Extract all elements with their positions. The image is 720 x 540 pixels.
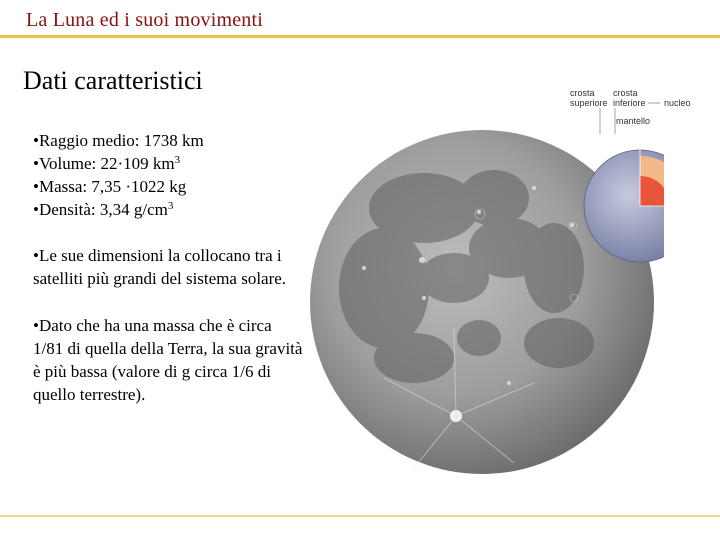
label-crosta-inferiore-1: crosta (613, 88, 638, 98)
bullet-massa: •Massa: 7,35 ·1022 kg (33, 177, 187, 196)
label-crosta-superiore-2: superiore (570, 98, 608, 108)
slide-title: La Luna ed i suoi movimenti (26, 9, 264, 31)
header-divider (0, 35, 720, 38)
bullet-gravita: •Dato che ha una massa che è circa 1/81 di quella della Terra, la sua gravità è più bassa (valore di g circa 1/6 di quello terrestre). (33, 316, 303, 404)
structure-labels (560, 84, 720, 134)
label-crosta-inferiore-2: inferiore (613, 98, 646, 108)
bullet-dimensioni: •Le sue dimensioni la collocano tra i satelliti più grandi del sistema solare. (33, 246, 287, 288)
bullet-list (33, 129, 303, 406)
label-nucleo: nucleo (664, 98, 691, 108)
bullet-volume-text: •Volume: 22·109 km (33, 154, 175, 173)
bullet-densita-text: •Densità: 3,34 g/cm (33, 200, 168, 219)
moon-image (304, 128, 664, 488)
bullet-densita (33, 198, 303, 221)
bullet-volume-exponent: 3 (174, 154, 181, 166)
bullet-volume (33, 152, 303, 175)
bullet-densita-exponent: 3 (167, 200, 174, 212)
moon-map-graphic (304, 128, 664, 488)
label-crosta-superiore-1: crosta (570, 88, 595, 98)
label-mantello: mantello (616, 116, 651, 126)
footer-divider (0, 515, 720, 517)
bullet-raggio: •Raggio medio: 1738 km (33, 131, 204, 150)
section-heading: Dati caratteristici (23, 66, 203, 95)
